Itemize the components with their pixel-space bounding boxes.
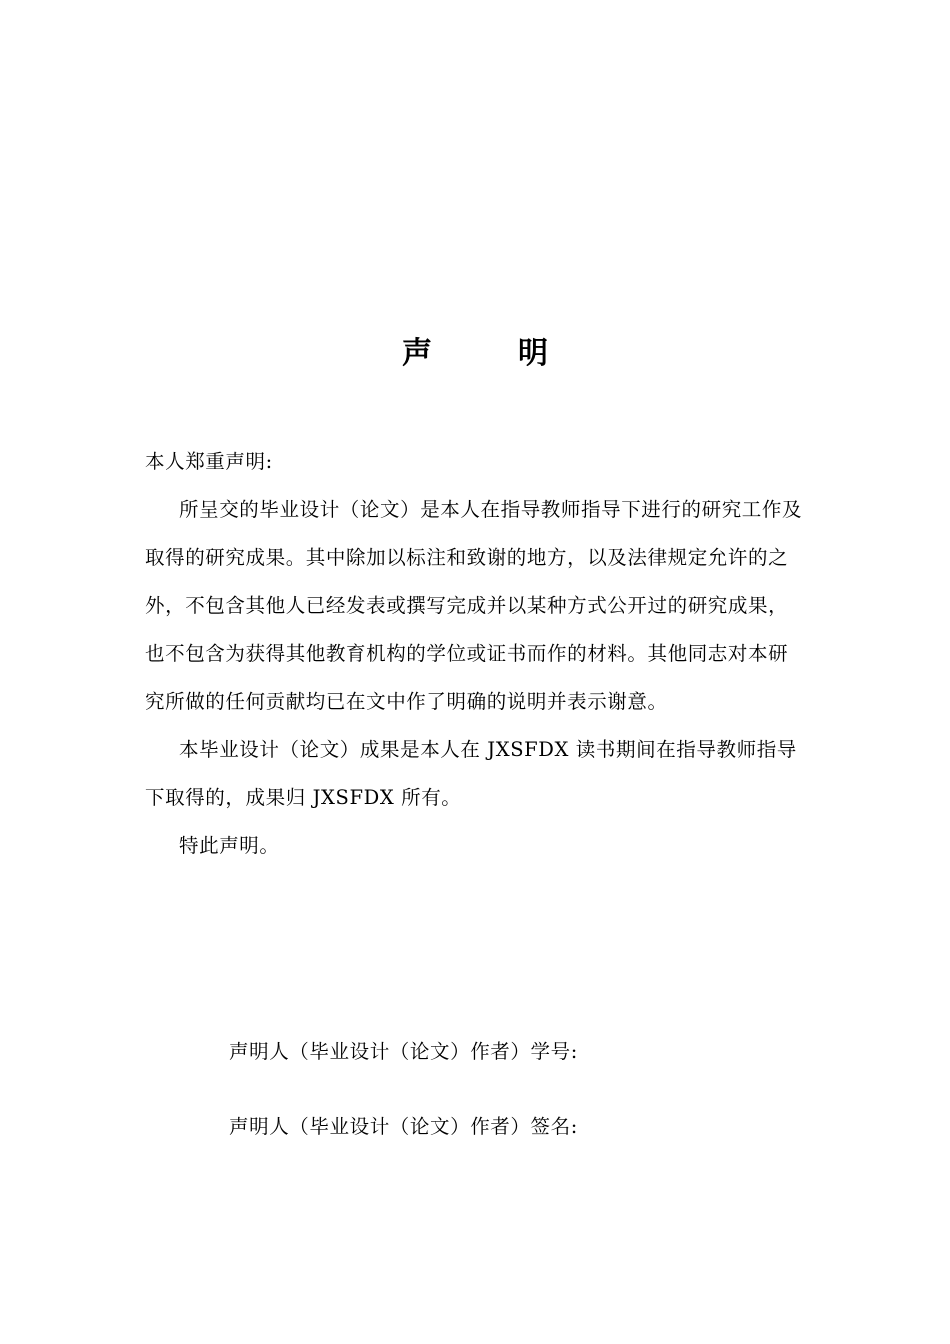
paragraph-originality: 所呈交的毕业设计（论文）是本人在指导教师指导下进行的研究工作及取得的研究成果。其中除加以标注和致谢的地方，以及法律规定允许的之外，不包含其他人已经发表或撰写完成并以某种方式公开过的研究成果，也不包含为获得其他教育机构的学位或证书而作的材料。其他同志对本研究所做的任何贡献均已在文中作了明确的说明并表示谢意。 [145,498,803,713]
declaration-body [145,438,807,870]
title-char-1: 声 [402,336,432,371]
title-char-2: 明 [518,336,548,371]
paragraph-ownership: 本毕业设计（论文）成果是本人在 JXSFDX 读书期间在指导教师指导下取得的，成果归 JXSFDX 所有。 [145,738,797,809]
intro-text: 本人郑重声明: [145,450,273,473]
signature-label: 声明人（毕业设计（论文）作者）签名: [229,1115,578,1138]
student-id-label: 声明人（毕业设计（论文）作者）学号: [229,1040,578,1063]
closing-text: 特此声明。 [179,834,280,857]
